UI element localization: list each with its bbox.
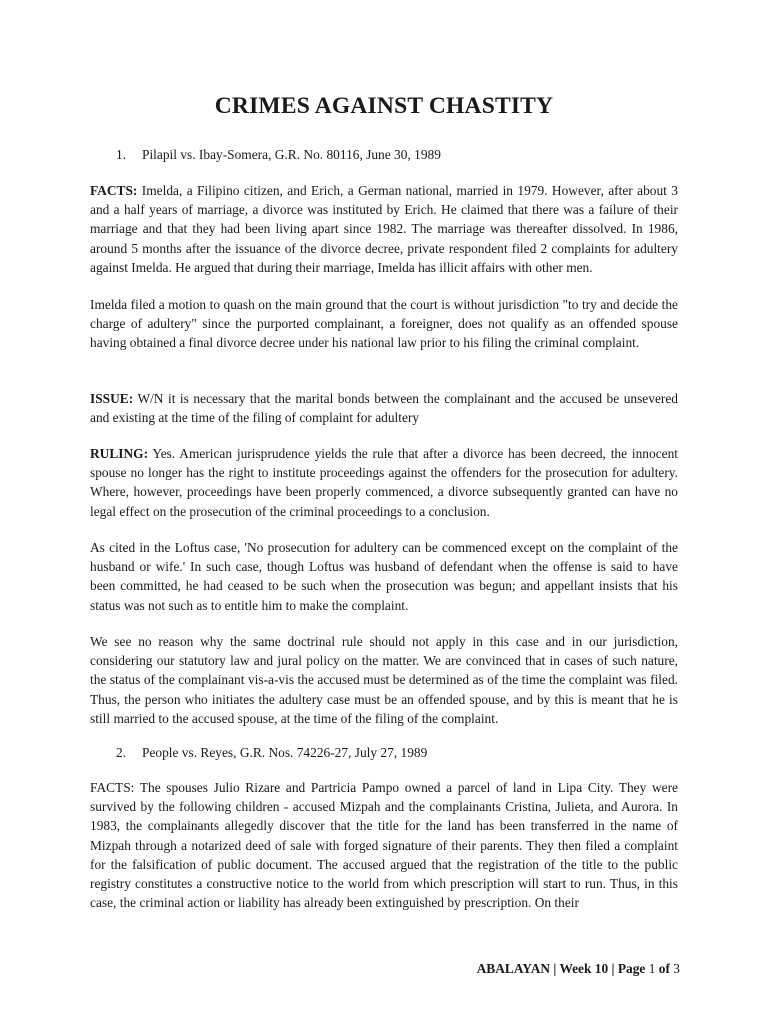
- case-1-issue: [90, 389, 678, 427]
- footer-week: Week 10: [559, 961, 609, 976]
- footer-sep-2: |: [608, 961, 618, 976]
- footer-page-label: Page: [617, 961, 646, 976]
- issue-label: ISSUE:: [90, 391, 134, 406]
- case-2-title: People vs. Reyes, G.R. Nos. 74226-27, July 27, 1989: [142, 745, 428, 760]
- case-1-loftus: As cited in the Loftus case, 'No prosecution for adultery can be commenced except on the complaint of the husband or wife.' In such case, though Loftus was husband of defendant when the offense is said to have been committed, he had ceased to be such when the prosecution was begun; and appellant insists that his status was not such as to entitle him to make the complaint.: [90, 540, 678, 613]
- case-1-ruling: [90, 444, 678, 521]
- facts-label: FACTS:: [90, 183, 138, 198]
- case-2-facts: FACTS: The spouses Julio Rizare and Partricia Pampo owned a parcel of land in Lipa City. They were survived by the following children - accused Mizpah and the complainants Cristina, Julieta, and Aurora. In 1983, the complainants allegedly discover that the title for the land has been transferred in the name of Mizpah through a notarized deed of sale with forged signature of their parents. They then filed a complaint for the falsification of public document. The accused argued that the registration of the title to the public registry constitutes a constructive notice to the world from which prescription will start to run. Thus, in this case, the criminal action or liability has already been extinguished by prescription. On their: [90, 780, 678, 911]
- footer-page-num: 1: [648, 961, 656, 976]
- footer-of-label: of: [658, 961, 670, 976]
- case-2-heading: [116, 745, 427, 761]
- case-1-facts: [90, 181, 678, 277]
- case-1-number: 1.: [116, 147, 127, 162]
- case-1-title: Pilapil vs. Ibay-Somera, G.R. No. 80116, June 30, 1989: [142, 147, 441, 162]
- ruling-text: Yes. American jurisprudence yields the rule that after a divorce has been decreed, the innocent spouse no longer has the right to institute proceedings against the offenders for the prosecution for adultery. Where, however, proceedings have been properly commenced, a divorce subsequently granted can have no legal effect on the prosecution of the criminal proceedings to a conclusion.: [90, 446, 678, 519]
- case-1-heading: [116, 147, 441, 163]
- case-1-motion: Imelda filed a motion to quash on the main ground that the court is without jurisdiction "to try and decide the charge of adultery" since the purported complainant, a foreigner, does not qualify as an offended spouse having obtained a final divorce decree under his national law prior to his filing the criminal complaint.: [90, 297, 678, 351]
- page-title: CRIMES AGAINST CHASTITY: [214, 93, 554, 119]
- footer-sep-1: |: [550, 961, 560, 976]
- facts-text: Imelda, a Filipino citizen, and Erich, a German national, married in 1979. However, after about 3 and a half years of marriage, a divorce was instituted by Erich. He claimed that there was a failure of their marriage and that they had been living apart since 1982. The marriage was thereafter dissolved. In 1986, around 5 months after the issuance of the divorce decree, private respondent filed 2 complaints for adultery against Imelda. He argued that during their marriage, Imelda has illicit affairs with other men.: [90, 183, 678, 275]
- footer-page-total: 3: [673, 961, 680, 976]
- ruling-label: RULING:: [90, 446, 149, 461]
- case-2-number: 2.: [116, 745, 127, 760]
- case-1-conclusion: We see no reason why the same doctrinal rule should not apply in this case and in our jurisdiction, considering our statutory law and jural policy on the matter. We are convinced that in cases of such nature, the status of the complainant vis-a-vis the accused must be determined as of the time the complaint was filed. Thus, the person who initiates the adultery case must be an offended spouse, and by this is meant that he is still married to the accused spouse, at the time of the filing of the complaint.: [90, 634, 678, 726]
- footer-author: ABALAYAN: [476, 961, 551, 976]
- page-footer: [477, 961, 680, 977]
- issue-text: W/N it is necessary that the marital bonds between the complainant and the accused be unsevered and existing at the time of the filing of complaint for adultery: [90, 391, 678, 426]
